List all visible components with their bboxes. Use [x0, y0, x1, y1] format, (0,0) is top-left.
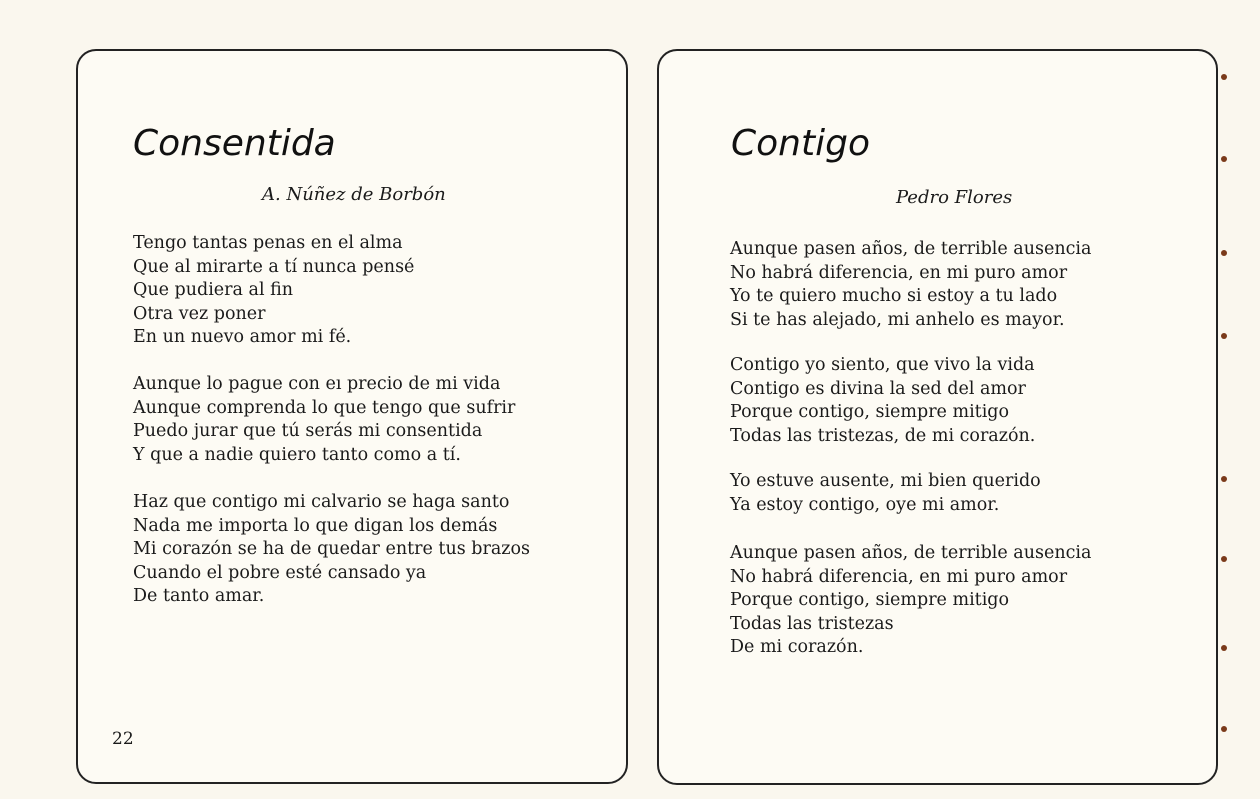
verse-line: Tengo tantas penas en el alma [133, 233, 403, 253]
left-stanza-3 [133, 491, 530, 609]
verse-line: Yo te quiero mucho si estoy a tu lado [730, 286, 1058, 306]
verse-line: Contigo yo siento, que vivo la vida [730, 355, 1035, 375]
verse-line: Contigo es divina la sed del amor [730, 378, 1026, 399]
right-song-title: Contigo [731, 123, 870, 164]
verse-line: Y que a nadie quiero tanto como a tí. [133, 444, 461, 465]
verse-line: No habrá diferencia, en mi puro amor [730, 262, 1068, 283]
verse-line: En un nuevo amor mi fé. [133, 327, 352, 347]
right-stanza-4 [730, 542, 1091, 660]
verse-line: Ya estoy contigo, oye mi amor. [730, 494, 1000, 515]
right-song-author: Pedro Flores [896, 187, 1013, 208]
verse-line: Que al mirarte a tí nunca pensé [133, 256, 415, 277]
binding-mark [1221, 250, 1227, 256]
verse-line: Si te has alejado, mi anhelo es mayor. [730, 309, 1065, 330]
left-stanza-2 [133, 373, 515, 467]
verse-line: Nada me importa lo que digan los demás [133, 515, 498, 536]
verse-line: Que pudiera al fin [133, 280, 294, 300]
binding-mark [1221, 476, 1227, 482]
binding-mark [1221, 645, 1227, 651]
verse-line: Porque contigo, siempre mitigo [730, 590, 1010, 610]
verse-line: Aunque comprenda lo que tengo que sufrir [133, 397, 516, 418]
verse-line: Aunque pasen años, de terrible ausencia [730, 239, 1092, 259]
verse-line: No habrá diferencia, en mi puro amor [730, 566, 1068, 587]
verse-line: Todas las tristezas, de mi corazón. [730, 425, 1036, 446]
verse-line: Todas las tristezas [730, 613, 894, 634]
verse-line: Puedo jurar que tú serás mi consentida [133, 421, 483, 441]
binding-mark [1221, 333, 1227, 339]
verse-line: Aunque lo pague con eı precio de mi vida [133, 374, 501, 394]
left-song-title: Consentida [133, 123, 336, 164]
right-stanza-1 [730, 238, 1091, 332]
verse-line: Mi corazón se ha de quedar entre tus brazos [133, 539, 531, 559]
binding-mark [1221, 556, 1227, 562]
verse-line: Otra vez poner [133, 303, 266, 324]
binding-mark [1221, 156, 1227, 162]
left-stanza-1 [133, 232, 414, 350]
left-song-author: A. Núñez de Borbón [262, 184, 446, 205]
verse-line: Haz que contigo mi calvario se haga santo [133, 492, 510, 512]
binding-mark [1221, 74, 1227, 80]
binding-marks [1221, 60, 1231, 740]
verse-line: Yo estuve ausente, mi bien querido [730, 471, 1041, 491]
verse-line: De tanto amar. [133, 586, 265, 606]
verse-line: De mi corazón. [730, 637, 864, 657]
right-stanza-3 [730, 470, 1041, 517]
right-stanza-2 [730, 354, 1035, 448]
verse-line: Cuando el pobre esté cansado ya [133, 562, 427, 583]
verse-line: Porque contigo, siempre mitigo [730, 402, 1010, 422]
verse-line: Aunque pasen años, de terrible ausencia [730, 543, 1092, 563]
binding-mark [1221, 726, 1227, 732]
page-number: 22 [112, 729, 134, 749]
